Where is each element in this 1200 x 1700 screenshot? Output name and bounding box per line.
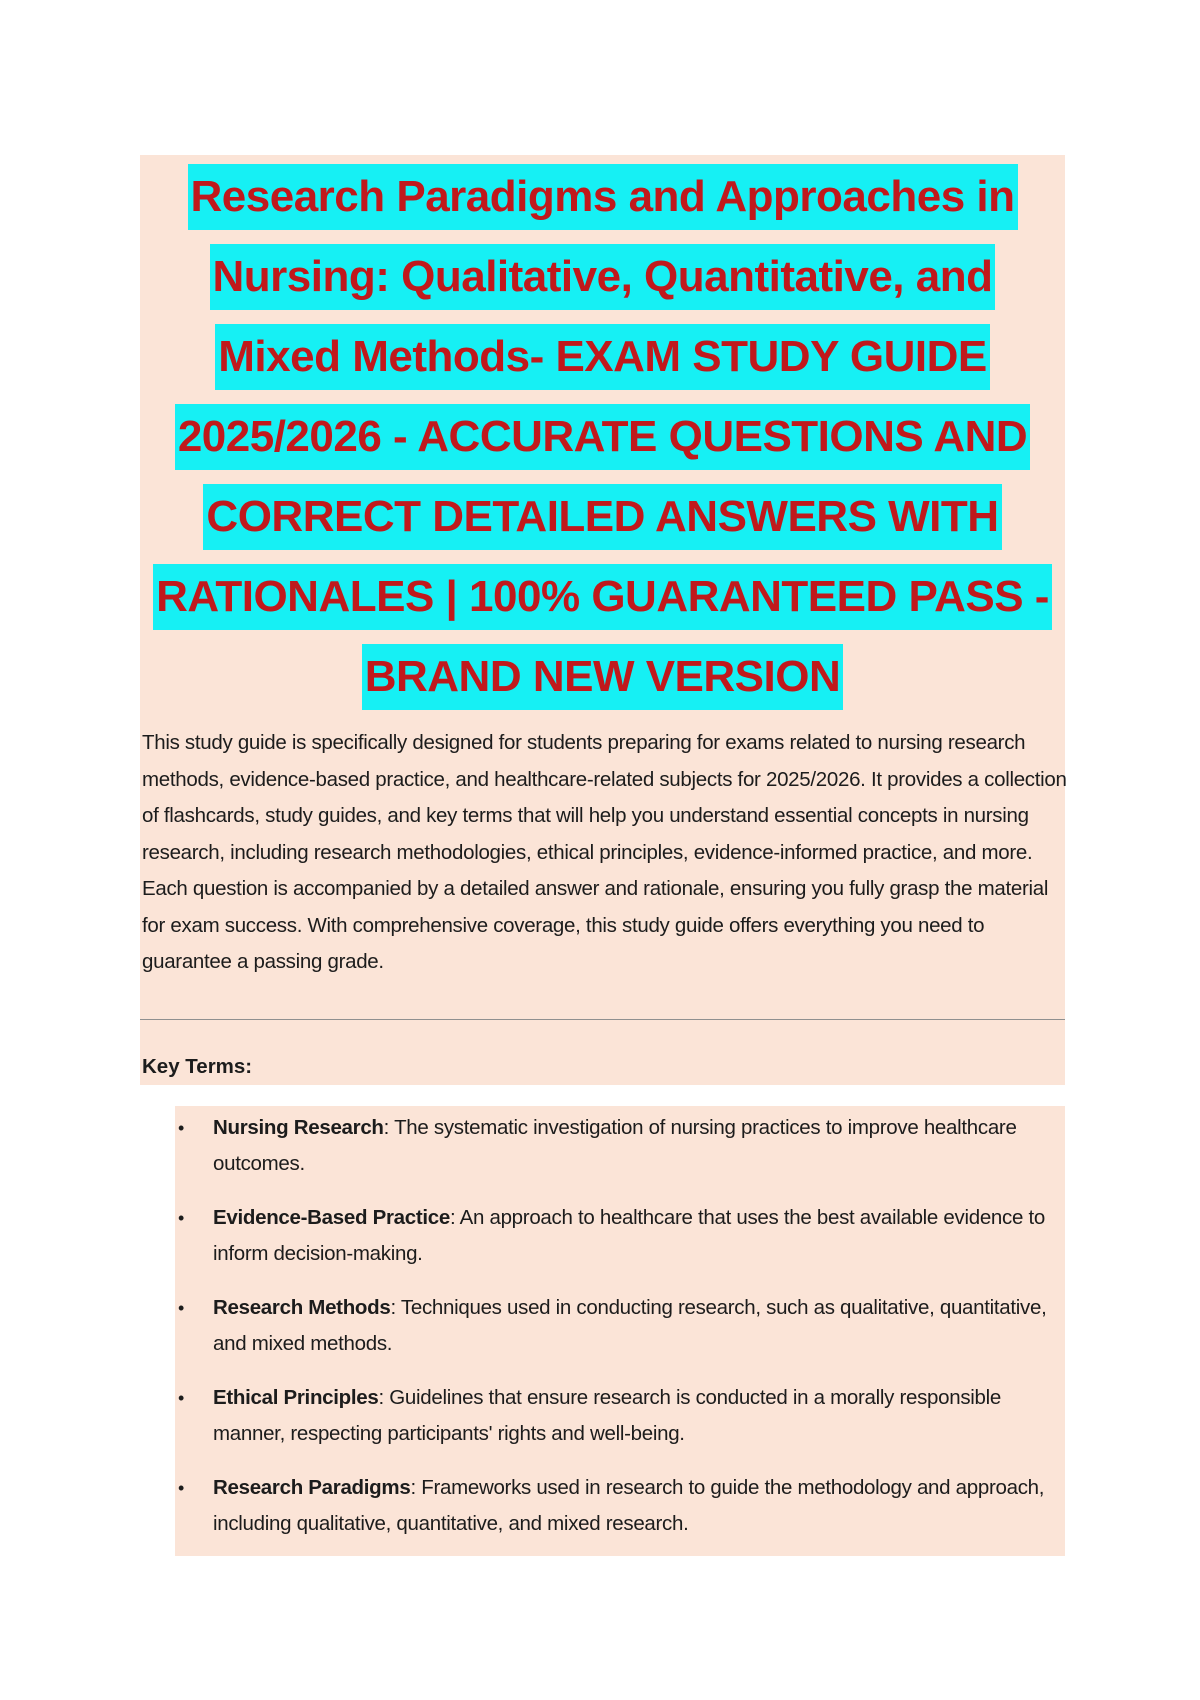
title-line (140, 477, 1065, 557)
term-definition: : Techniques used in conducting research, such as qualitative, quantitative, and mixed methods. (213, 1296, 1047, 1355)
title-line (140, 157, 1065, 237)
title-line-text: 2025/2026 - ACCURATE QUESTIONS AND (175, 404, 1030, 470)
term-name: Ethical Principles (213, 1386, 379, 1409)
term-definition: : Frameworks used in research to guide the methodology and approach, including qualitative, quantitative, and mixed research. (213, 1476, 1045, 1535)
title-line-text: Mixed Methods- EXAM STUDY GUIDE (215, 324, 989, 390)
intro-section (140, 155, 1065, 1085)
title-line-text: Research Paradigms and Approaches in (188, 164, 1018, 230)
intro-paragraph: This study guide is specifically designed for students preparing for exams related to nursing research methods, evidence-based practice, and healthcare-related subjects for 2025/2026. It provides a collection of flashcards, study guides, and key terms that will help you understand essential concepts in nursing research, including research methodologies, ethical principles, evidence-informed practice, and more. Each question is accompanied by a detailed answer and rationale, ensuring you fully grasp the material for exam success. With comprehensive coverage, this study guide offers everything you need to guarantee a passing grade. (142, 731, 1067, 973)
title-line (140, 637, 1065, 717)
list-item (175, 1470, 1065, 1542)
title-line-text: CORRECT DETAILED ANSWERS WITH (203, 484, 1001, 550)
title-line (140, 397, 1065, 477)
term-name: Nursing Research (213, 1116, 384, 1139)
title-line-text: RATIONALES | 100% GUARANTEED PASS - (153, 564, 1052, 630)
document-title (140, 157, 1065, 717)
bullet-icon: • (178, 1478, 185, 1498)
bullet-icon: • (178, 1298, 185, 1318)
section-divider (140, 1019, 1065, 1020)
title-line-text: Nursing: Qualitative, Quantitative, and (210, 244, 996, 310)
bullet-icon: • (178, 1208, 185, 1228)
bullet-icon: • (178, 1118, 185, 1138)
title-line (140, 317, 1065, 397)
title-line (140, 237, 1065, 317)
term-definition: : An approach to healthcare that uses the best available evidence to inform decision-making. (213, 1206, 1045, 1265)
term-definition: : The systematic investigation of nursing practices to improve healthcare outcomes. (213, 1116, 1017, 1175)
bullet-icon: • (178, 1388, 185, 1408)
title-line-text: BRAND NEW VERSION (362, 644, 844, 710)
list-item (175, 1380, 1065, 1452)
term-name: Research Methods (213, 1296, 391, 1319)
key-terms-heading: Key Terms: (142, 1055, 253, 1078)
key-terms-list (175, 1110, 1065, 1560)
list-item (175, 1290, 1065, 1362)
title-line (140, 557, 1065, 637)
term-definition: : Guidelines that ensure research is conducted in a morally responsible manner, respecting participants' rights and well-being. (213, 1386, 1002, 1445)
list-item (175, 1110, 1065, 1182)
key-terms-section (175, 1106, 1065, 1556)
term-name: Evidence-Based Practice (213, 1206, 450, 1229)
list-item (175, 1200, 1065, 1272)
term-name: Research Paradigms (213, 1476, 411, 1499)
